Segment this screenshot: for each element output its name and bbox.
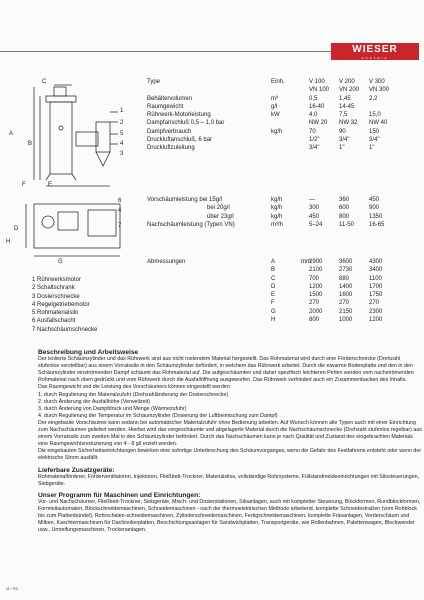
legend-item: 6 Ausfallschacht xyxy=(32,318,76,325)
dim-value: 1100 xyxy=(369,275,382,282)
diagram-label-h: H xyxy=(6,239,11,245)
dim-value: 2300 xyxy=(369,308,383,315)
diagram-label-2: 2 xyxy=(120,120,124,126)
type-label: Type xyxy=(147,79,161,85)
desc-item: 4. durch Regulierung der Temperatur im Schäumzylinder (Dosierung der Luftbeimischung zum Dampf) xyxy=(38,412,278,419)
model-3: V 300 xyxy=(369,79,385,85)
spec-label: Behältervolumen xyxy=(147,95,193,102)
dim-label xyxy=(147,308,271,316)
dim-value: 1600 xyxy=(339,292,353,299)
spec-label: Druckluftzuleitung xyxy=(147,145,195,152)
dim-label: Abmessungen xyxy=(147,259,186,265)
perf-row xyxy=(147,221,417,229)
performance-table xyxy=(147,196,417,229)
dim-value: 800 xyxy=(309,317,320,324)
acc-title: Lieferbare Zusatzgeräte: xyxy=(38,466,115,474)
spec-value: 150 xyxy=(369,128,380,135)
spec-row xyxy=(147,128,417,136)
spec-row xyxy=(147,111,417,119)
dim-unit xyxy=(301,291,309,299)
spec-unit: kg/h xyxy=(271,128,283,135)
dim-key: B xyxy=(271,267,276,274)
dim-label xyxy=(147,299,271,307)
spec-value xyxy=(369,103,399,111)
spec-unit: g/l xyxy=(271,103,278,110)
dim-row xyxy=(147,283,417,291)
spec-value: 70 xyxy=(309,128,316,135)
dim-label xyxy=(147,266,271,274)
diagram-label-5: 5 xyxy=(120,131,124,137)
dim-value: 1400 xyxy=(339,283,353,290)
desc-para-2: Das Raumgewicht und die Leistung des Vorschäumers können eingestellt werden: xyxy=(38,384,232,391)
dim-row xyxy=(147,275,417,283)
dim-value: 3600 xyxy=(339,259,353,265)
dim-value: 1200 xyxy=(369,317,383,324)
spec-row xyxy=(147,144,417,152)
diagram-label-g: G xyxy=(58,259,63,265)
spec-value: 1/2" xyxy=(309,137,320,144)
spec-unit xyxy=(271,144,309,152)
diagram-label-e: E xyxy=(48,182,53,188)
spec-row xyxy=(147,136,417,144)
dim-unit xyxy=(301,283,309,291)
header-rule xyxy=(0,51,331,52)
perf-row xyxy=(147,196,417,204)
perf-row xyxy=(147,213,417,221)
dim-row xyxy=(147,316,417,324)
dim-label xyxy=(147,275,271,283)
dim-row xyxy=(147,291,417,299)
brand-name: WIESER xyxy=(352,44,398,55)
brand-sub: AUSTRIA xyxy=(331,56,419,60)
perf-value: 1350 xyxy=(369,213,383,220)
perf-value: 450 xyxy=(309,213,320,220)
model-3b: VN 300 xyxy=(369,87,390,94)
footer-code: M / PB xyxy=(6,586,19,591)
perf-label: über 23g/l xyxy=(207,213,234,220)
machine-side-view-diagram xyxy=(16,82,136,192)
desc-item: 1. durch Regulierung der Materialzufuhr (Drehzahländerung der Dosierschnecke) xyxy=(38,391,229,398)
spec-table xyxy=(147,78,417,153)
dim-value: 270 xyxy=(339,300,350,307)
dim-unit xyxy=(301,308,309,316)
model-1: V 100 xyxy=(309,79,325,85)
spec-header xyxy=(147,78,417,86)
spec-value: 3/4" xyxy=(339,137,350,144)
spec-unit xyxy=(271,136,309,144)
dim-key: A xyxy=(271,259,276,265)
dim-value: 880 xyxy=(339,275,350,282)
dim-key: F xyxy=(271,300,275,307)
perf-unit: m³/h xyxy=(271,221,283,228)
acc-para: Rohmaterialförderer, Förderventilatoren, Injektoren, Fließbett-Trockner, Materialsilos, vollständige Rohrsysteme, Füllstandmeldeeinrichtungen mit Silosteuerungen, Siebgeräte. xyxy=(38,473,420,487)
diagram-label-4: 4 xyxy=(120,141,124,147)
dim-value: 1750 xyxy=(369,292,383,299)
diagram-label-f: F xyxy=(22,182,26,188)
spec-label: Dampfanschluß 0,5 – 1,0 bar xyxy=(147,120,225,127)
dim-value: 1200 xyxy=(309,283,323,290)
diagram-label-4b: 4 xyxy=(118,208,122,214)
spec-unit: kW xyxy=(271,112,280,119)
dim-row xyxy=(147,266,417,274)
spec-header-2 xyxy=(147,86,417,94)
diagram-label-7: 7 xyxy=(118,223,122,229)
prog-para: Vor- und Nachschäumer, Fließbett-Trockner, Siebgeräte, Misch- und Dosierstationen, Siloanlagen, auch mit kompletter Steuerung, Blockformen, Rundblockformen, Formteilautomaten, Blockschneidemaschinen, Schneidemaschinen - nach der thermoelektrischen Methode arbeitend, komplette Schneidestraßen (vom Rohblock bis zum Plattenbündel), Rohrschalen-schneidemaschinen, Zylinderschneidemaschinen, Fertigschneidemaschinen, komplette Fräsanlagen, Vorderschäum und Milben, Kaschiermaschinen für Dachisolierplatten, Beschichtungsanlagen für Sandwichplatten, Transportgeräte, wie Rollenbahnen, Palettenwagen, Blockwender usw., Umreifungsmaschinen, Trockenanlagen. xyxy=(38,498,421,534)
perf-label: Nachschäumleistung (Typen VN) xyxy=(147,221,235,228)
spec-label: Raumgewicht xyxy=(147,103,184,110)
diagram-label-1: 1 xyxy=(120,108,124,114)
dim-row xyxy=(147,299,417,307)
dim-value: 2000 xyxy=(309,308,323,315)
desc-item: 2. durch Änderung der Ausfallhöhe (Verweilzeit) xyxy=(38,398,150,405)
dim-value: 1000 xyxy=(339,317,353,324)
perf-value: 300 xyxy=(309,205,320,212)
dim-value: 270 xyxy=(369,300,380,307)
perf-value: 450 xyxy=(369,197,380,203)
dim-label xyxy=(147,316,271,324)
spec-label: Rührwerk-Motorleistung xyxy=(147,112,211,119)
desc-para-4: Die eingebauten Sicherheitseinrichtungen bewirken eine sofortige Unterbrechung des Schäumvorganges, wenn die Gefahr des Festfahrens entsteht oder wenn der elektrische Strom ausfällt. xyxy=(38,448,422,462)
spec-unit xyxy=(271,119,309,127)
perf-unit: kg/h xyxy=(271,205,283,212)
spec-value: 15,0 xyxy=(369,112,381,119)
desc-item: 3. durch Änderung von Dampfdruck und Menge (Wärmezufuhr) xyxy=(38,405,187,412)
prog-title: Unser Programm für Maschinen und Einrichtungen: xyxy=(38,491,201,499)
legend-item: 4 Regelgetriebemotor xyxy=(32,301,90,308)
dim-unit: mm xyxy=(301,259,311,265)
model-1b: VN 100 xyxy=(309,87,330,94)
spec-value: NW 40 xyxy=(369,120,388,127)
spec-value: 16-40 xyxy=(309,103,325,110)
dimensions-table xyxy=(147,258,417,324)
legend-item: 1 Rührwerksmotor xyxy=(32,277,82,283)
perf-value: 900 xyxy=(369,205,380,212)
dim-value: 4300 xyxy=(369,259,383,265)
legend xyxy=(32,276,97,334)
legend-item: 5 Rohmaterialsilo xyxy=(32,310,79,317)
dim-label xyxy=(147,283,271,291)
dim-value: 1700 xyxy=(369,283,383,290)
dim-key: H xyxy=(271,317,276,324)
spec-value: 90 xyxy=(339,128,346,135)
dim-unit xyxy=(301,266,309,274)
perf-unit: kg/h xyxy=(271,213,283,220)
spec-label: Druckluftanschluß, 6 bar xyxy=(147,137,213,144)
perf-value: 800 xyxy=(339,213,350,220)
perf-value: — xyxy=(309,197,315,203)
brand-logo xyxy=(331,43,419,56)
diagram-label-b: B xyxy=(28,141,33,147)
legend-item: 7 Nachschäumschnecke xyxy=(32,326,98,333)
dim-unit xyxy=(301,316,309,324)
perf-label: bei 20g/l xyxy=(207,205,230,212)
dim-key: D xyxy=(271,283,276,290)
dim-row xyxy=(147,258,417,266)
diagram-label-c: C xyxy=(42,79,47,85)
spec-row xyxy=(147,119,417,127)
perf-row xyxy=(147,204,417,212)
desc-para: Der isolierte Schäumzylinder und das Rührwerk sind aus nicht rostendem Material hergestellt. Das Rohmaterial wird durch eine Förderschnecke (Drehzahl stufenlos verstellbar) aus einem Vorratssilo in den Schäumzylinder befördert, in welchem das Rührwerk arbeitet. Durch die eiwarme Bodenplatte und den in den Schäumzylinder einströmenden Dampf schäumt das Rohmaterial auf. Die aufgeschäumten und daher spezifisch leichteren Perlen werden vom nachströmenden Rohmaterial nach oben gedrückt und vom Rührwerk durch die Ausfallöffnung ausgeworfen. Das Rührwerk verhindert auch ein Zusammenbacken des Inhalts. xyxy=(38,356,414,384)
dim-value: 2730 xyxy=(339,267,353,274)
legend-item: 2 Schaltschrank xyxy=(32,285,75,292)
dim-value: 2100 xyxy=(309,267,323,274)
diagram-label-6: 6 xyxy=(118,198,122,204)
dim-key: C xyxy=(271,275,276,282)
diagram-label-d: D xyxy=(14,226,19,232)
spec-value: 7,5 xyxy=(339,112,348,119)
spec-value: 0,5 xyxy=(309,95,318,102)
dim-unit xyxy=(301,275,309,283)
dim-value: 2900 xyxy=(309,259,323,265)
spec-row xyxy=(147,95,417,103)
perf-value: 360 xyxy=(339,197,350,203)
spec-value: NW 32 xyxy=(339,120,358,127)
legend-item: 3 Dosierschnecke xyxy=(32,293,80,300)
model-2b: VN 200 xyxy=(339,87,360,94)
spec-unit: m³ xyxy=(271,95,278,102)
perf-value: 16-65 xyxy=(369,221,385,228)
spec-value: 1" xyxy=(339,145,345,152)
perf-unit: kg/h xyxy=(271,197,283,203)
spec-row xyxy=(147,103,417,111)
dim-label xyxy=(147,291,271,299)
dim-value: 700 xyxy=(309,275,320,282)
spec-label: Dampfverbrauch xyxy=(147,128,192,135)
spec-value: 3/4" xyxy=(369,137,380,144)
spec-value: 1" xyxy=(369,145,375,152)
dim-value: 1500 xyxy=(309,292,323,299)
dim-unit xyxy=(301,299,309,307)
spec-value: NW 20 xyxy=(309,120,328,127)
unit-label: Einh. xyxy=(271,79,285,85)
desc-title: Beschreibung und Arbeitsweise xyxy=(38,349,139,356)
perf-value: 600 xyxy=(339,205,350,212)
model-2: V 200 xyxy=(339,79,355,85)
description-section xyxy=(38,349,422,534)
dim-value: 3400 xyxy=(369,267,383,274)
diagram-label-3: 3 xyxy=(120,151,124,157)
dim-key: G xyxy=(271,308,276,315)
desc-para-3: Der eingebaute Vorschäumer kann sodann bei automatischer Materialzufuhr ohne Bedienung arbeiten. Auf Wunsch können alle Typen auch mit einer Einrichtung zum Nachschäumen geliefert werden. Hierbei wird das vorgeschäumte und abgelagerte Material durch die Nachschäumschnecke (Drehzahl stufenlos regelbar) aus einem Vorratssilo zum zweiten Mal in den Schäumzylinder befördert. Durch das Nachschäumen kann je nach Qualität und Zustand des eingebrachten Materials eine Raumgewichtsreduzierung von 4 - 8 g/l erzielt werden. xyxy=(38,419,422,448)
perf-value: 11-50 xyxy=(339,221,354,228)
dim-value: 270 xyxy=(309,300,320,307)
perf-value: 5–24 xyxy=(309,221,323,228)
spec-value: 3/4" xyxy=(309,145,320,152)
dim-key: E xyxy=(271,292,276,299)
spec-value: 2,2 xyxy=(369,95,378,102)
spec-value: 14-45 xyxy=(339,103,355,110)
dim-value: 2150 xyxy=(339,308,353,315)
spec-value: 1,45 xyxy=(339,95,351,102)
diagram-label-a: A xyxy=(9,131,14,137)
spec-value: 4,0 xyxy=(309,112,318,119)
perf-label: Vorschäumleistung bei 15g/l xyxy=(147,197,223,203)
dim-row xyxy=(147,308,417,316)
